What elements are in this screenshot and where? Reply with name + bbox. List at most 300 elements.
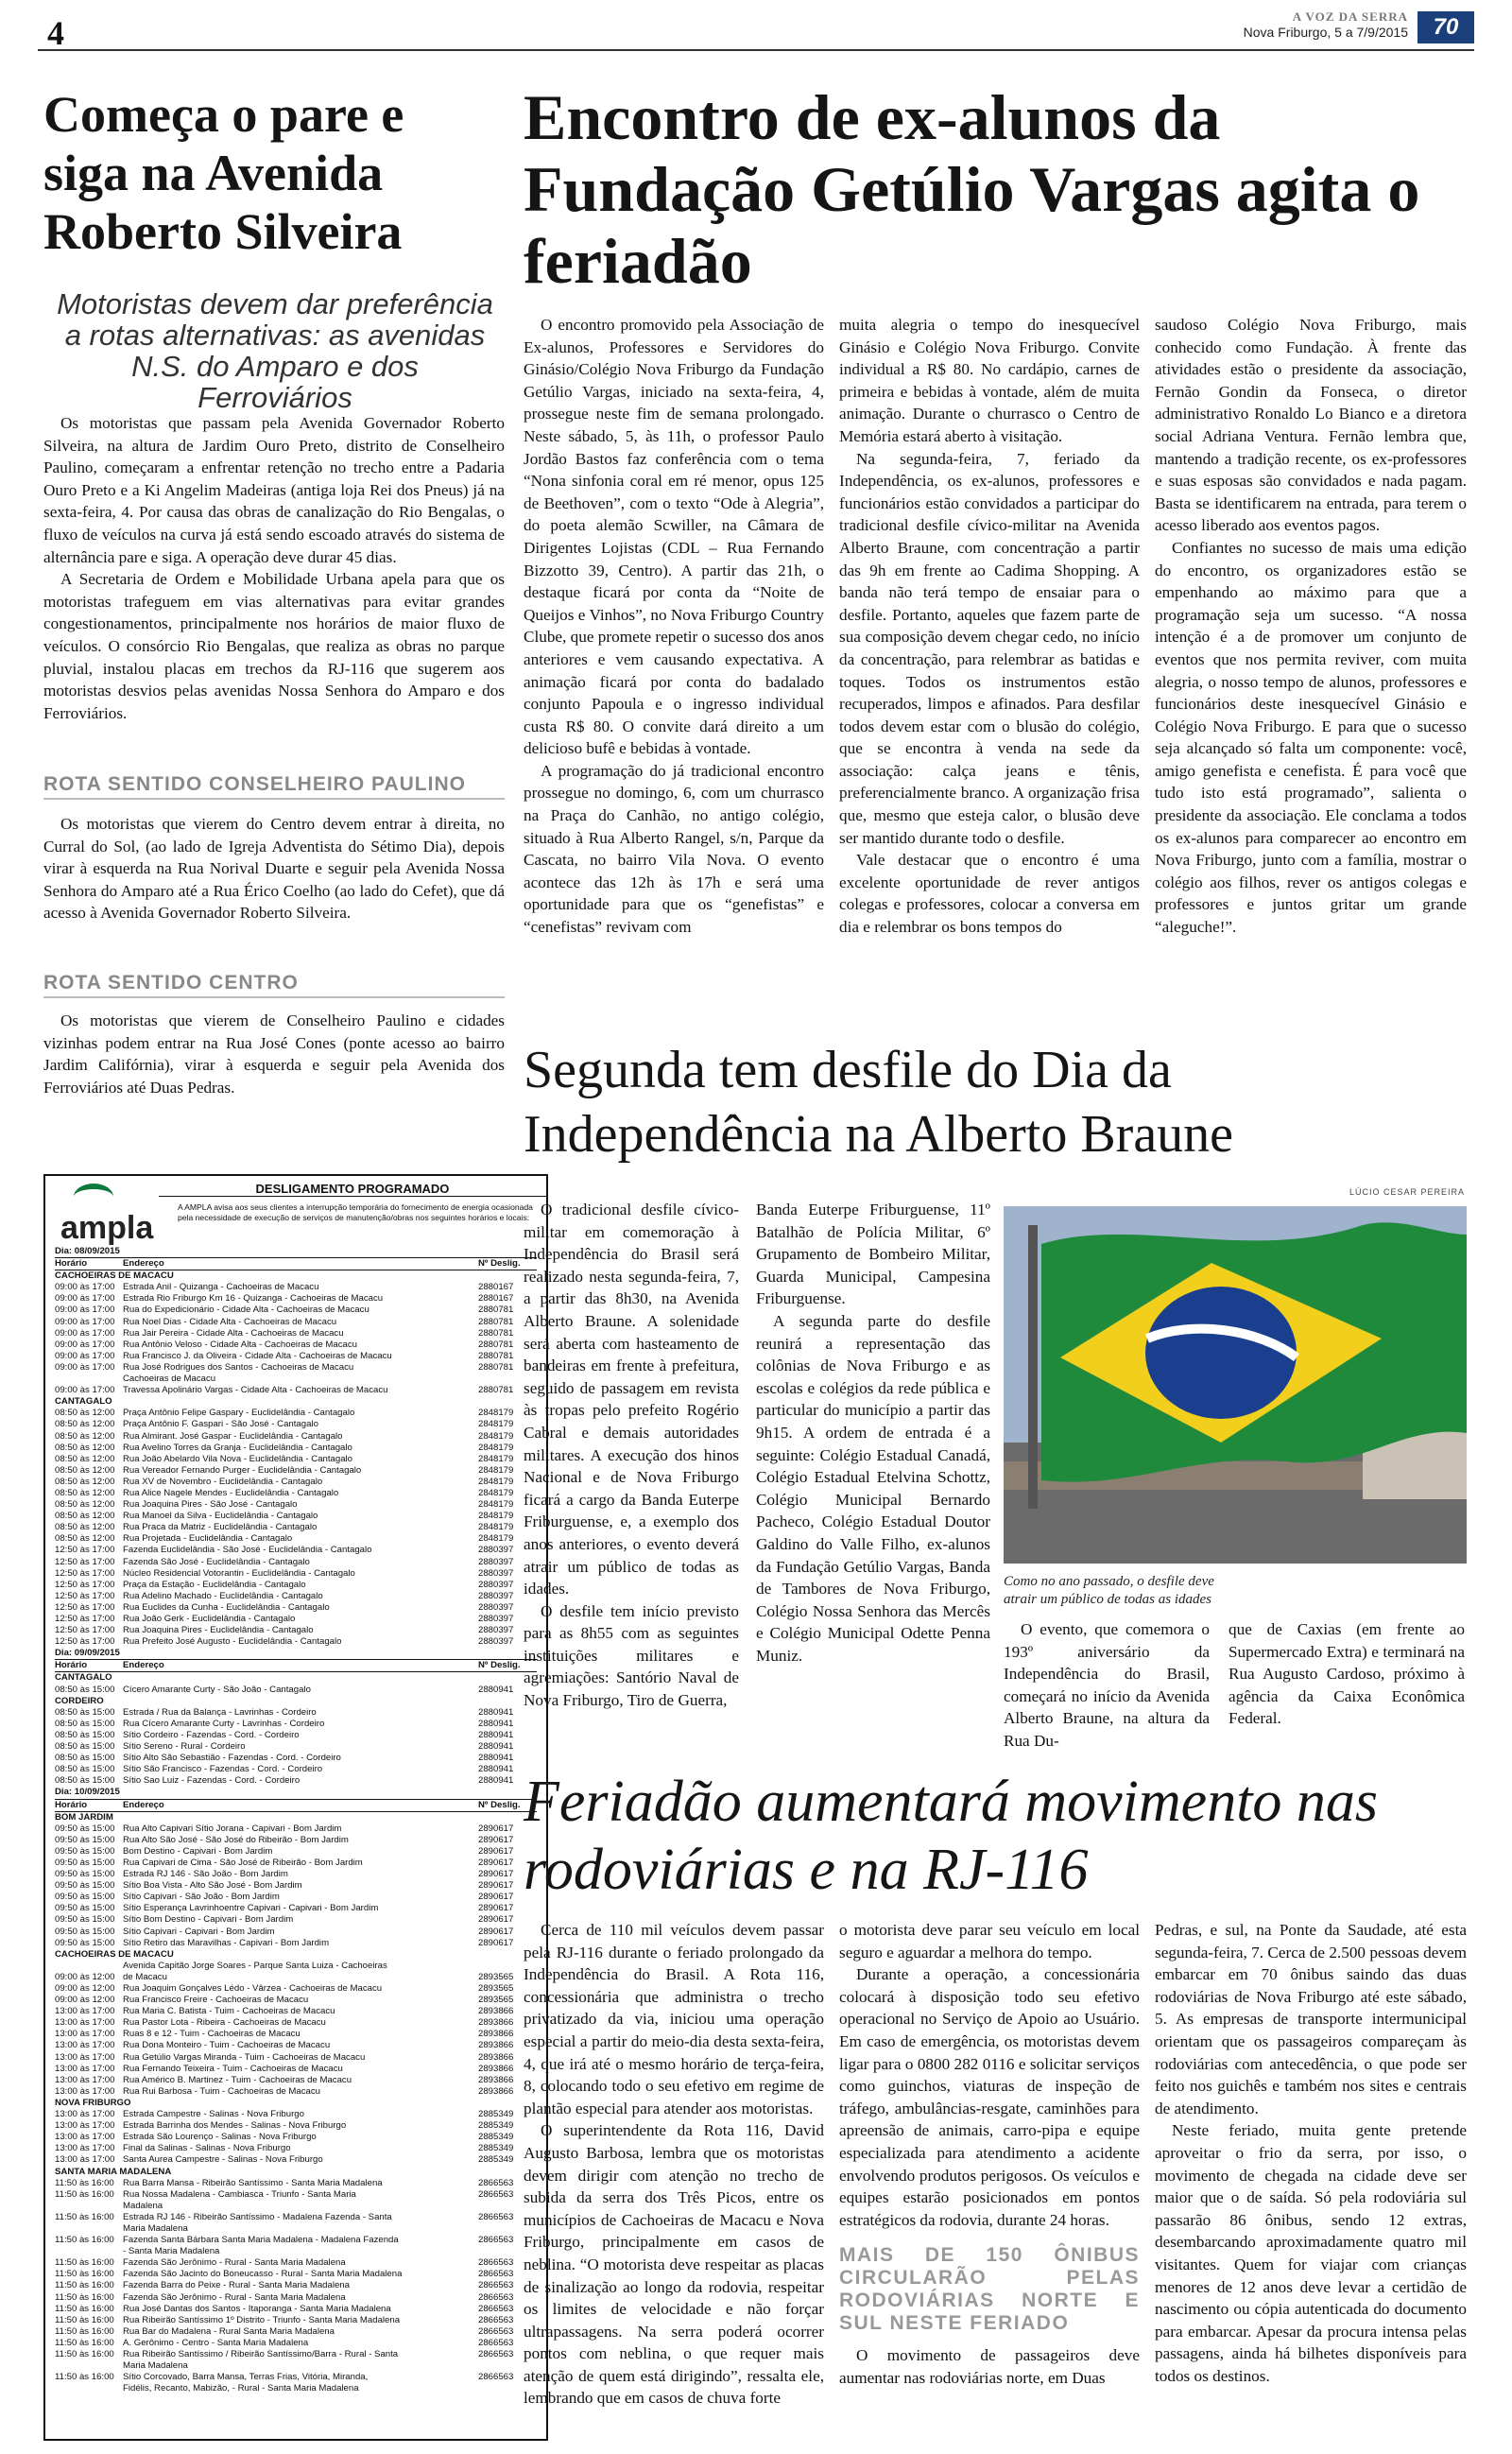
row-time: 09:50 às 15:00	[55, 1903, 115, 1914]
row-address: Rua Joaquina Pires - Euclidelândia - Cantagalo	[123, 1625, 314, 1636]
row-address: Rua Bar do Madalena - Rural Santa Maria Madalena	[123, 2325, 335, 2337]
row-time: 11:50 às 16:00	[55, 2177, 114, 2188]
row-address: Maria Madalena	[123, 2360, 188, 2372]
row-outage-number: 2880781	[478, 1305, 514, 1316]
row-outage-number: 2866563	[478, 2211, 514, 2222]
table-city-header	[55, 1949, 537, 1961]
row-address: Sítio Alto São Sebastião - Fazendas - Cord. - Cordeiro	[123, 1753, 341, 1764]
row-time: 08:50 às 15:00	[55, 1684, 115, 1695]
row-outage-number: 2848179	[478, 1522, 514, 1533]
row-address: Endereço	[123, 1799, 164, 1810]
row-outage-number: 2866563	[478, 2291, 514, 2303]
row-time: 08:50 às 12:00	[55, 1464, 115, 1476]
row-time: 11:50 às 16:00	[55, 2280, 114, 2291]
row-address: Sítio Cordeiro - Fazendas - Cord. - Cordeiro	[123, 1729, 300, 1740]
table-row	[55, 1385, 537, 1396]
row-time: 09:50 às 15:00	[55, 1834, 115, 1845]
article-column	[839, 314, 1140, 939]
row-outage-number: 2866563	[478, 2314, 514, 2325]
row-outage-number: 2893866	[478, 2051, 514, 2063]
row-time: Horário	[55, 1799, 88, 1810]
row-outage-number: 2848179	[478, 1408, 514, 1419]
row-time: 08:50 às 15:00	[55, 1775, 115, 1787]
row-time: 12:50 às 17:00	[55, 1625, 115, 1636]
anniversary-logo: 70	[1418, 11, 1474, 43]
row-outage-number: 2893565	[478, 1983, 514, 1994]
row-outage-number: 2848179	[478, 1499, 514, 1511]
row-outage-number: 2866563	[478, 2257, 514, 2269]
row-time: 08:50 às 15:00	[55, 1741, 115, 1753]
row-time: 09:00 às 17:00	[55, 1316, 115, 1327]
table-row	[55, 1419, 537, 1430]
paragraph: Durante a operação, a concessionária colocará à disposição todo seu efetivo operacional no Serviço de Apoio ao Usuário. Em caso de emergência, os motoristas devem ligar para o 0800 282 0116 e solicitar serviços como guinchos, viaturas de inspeção de tráfego, ambulâncias-resgate, caminhões para apreensão de animais, carro-pipa e equipe especializada para atendimento a acidente envolvendo produtos perigosos. Os veículos e equipes estarão posicionados em pontos estratégicos da rodovia, durante 24 horas.	[839, 1965, 1140, 2229]
row-outage-number: 2880781	[478, 1339, 514, 1350]
table-row	[55, 1835, 537, 1846]
row-time: 09:00 às 17:00	[55, 1385, 115, 1396]
row-address: Endereço	[123, 1660, 164, 1671]
row-time: 09:00 às 12:00	[55, 1983, 115, 1994]
page-number: 4	[47, 14, 64, 52]
row-outage-number: 2885349	[478, 2143, 514, 2154]
row-outage-number: 2890617	[478, 1926, 514, 1937]
table-row	[55, 1568, 537, 1580]
row-outage-number: 2848179	[478, 1511, 514, 1522]
table-row	[55, 1293, 537, 1305]
row-time: 13:00 às 17:00	[55, 2120, 115, 2132]
table-row	[55, 1927, 537, 1938]
row-outage-number: 2893866	[478, 2074, 514, 2085]
photo-credit: LÚCIO CESAR PEREIRA	[1349, 1187, 1465, 1197]
table-row	[55, 1972, 537, 1983]
row-address: Praça Antônio Felipe Gaspary - Euclidelândia - Cantagalo	[123, 1408, 355, 1419]
table-row	[55, 2326, 537, 2338]
row-address: Rua Manoel da Silva - Euclidelândia - Cantagalo	[123, 1511, 318, 1522]
row-outage-number: 2880397	[478, 1614, 514, 1624]
row-outage-number: 2890617	[478, 1869, 514, 1880]
row-address: Sítio Retiro das Maravilhas - Capivari - Bom Jardim	[123, 1937, 330, 1948]
table-row	[55, 2006, 537, 2017]
table-row	[55, 2304, 537, 2315]
row-address: Fazenda Barra do Peixe - Rural - Santa Maria Madalena	[123, 2280, 350, 2291]
row-outage-number: 2893866	[478, 2063, 514, 2074]
row-address: Cachoeiras de Macacu	[123, 1374, 216, 1385]
table-row	[55, 1591, 537, 1602]
header-rule	[38, 49, 1474, 51]
row-outage-number: 2866563	[478, 2325, 514, 2337]
article-column	[1155, 314, 1467, 939]
paragraph: Os motoristas que passam pela Avenida Governador Roberto Silveira, na altura de Jardim Ouro Preto, distrito de Conselheiro Paulino, começaram a enfrentar retenção no trecho entre a Padaria Ouro Preto e a Ki Angelim Madeiras (antiga loja Rei dos Pneus) já na sexta-feira, 4. Por causa das obras de canalização do Rio Bengalas, o fluxo de veículos na curva já está sendo escoado através do sistema de alternância pare e siga. A operação deve durar 45 dias.	[43, 414, 505, 566]
row-address: Sítio São Francisco - Fazendas - Cord. - Cordeiro	[123, 1764, 323, 1775]
row-time: 09:00 às 17:00	[55, 1293, 115, 1305]
row-address: Estrada Campestre - Salinas - Nova Friburgo	[123, 2109, 304, 2120]
table-row	[55, 1685, 537, 1696]
row-outage-number: 2893866	[478, 2085, 514, 2097]
table-city-header	[55, 1270, 537, 1282]
row-address: Estrada Barrinha dos Mendes - Salinas - Nova Friburgo	[123, 2120, 347, 2132]
article-column	[1004, 1618, 1210, 1753]
row-address: Rua Francisco Freire - Cachoeiras de Macacu	[123, 1995, 309, 2006]
table-row	[55, 1477, 537, 1488]
row-outage-number: 2893565	[478, 1971, 514, 1982]
row-outage-number: 2848179	[478, 1453, 514, 1464]
table-row	[55, 2086, 537, 2098]
row-outage-number: 2866563	[478, 2303, 514, 2314]
table-row	[55, 2360, 537, 2372]
row-outage-number: 2848179	[478, 1419, 514, 1430]
row-time: 08:50 às 12:00	[55, 1430, 115, 1442]
table-row	[55, 1580, 537, 1591]
table-row	[55, 2132, 537, 2143]
row-outage-number: 2885349	[478, 2120, 514, 2132]
row-outage-number: 2848179	[478, 1442, 514, 1453]
row-address: BOM JARDIM	[55, 1811, 113, 1823]
row-address: Rua do Expedicionário - Cidade Alta - Cachoeiras de Macacu	[123, 1305, 369, 1316]
row-address: Sítio Capivari - Capivari - Bom Jardim	[123, 1926, 275, 1937]
row-address: Ruas 8 e 12 - Tuim - Cachoeiras de Macacu	[123, 2029, 301, 2040]
row-outage-number: 2880941	[478, 1729, 514, 1740]
row-outage-number: Nº Deslig.	[478, 1799, 521, 1810]
table-row	[55, 1823, 537, 1835]
table-day-header	[55, 1648, 537, 1659]
row-address: Rua José Dantas dos Santos - Itaporanga - Santa Maria Madalena	[123, 2303, 391, 2314]
row-address: Rua Alto São José - São José do Ribeirão - Bom Jardim	[123, 1834, 349, 1845]
row-address: Rua Adelino Machado - Euclidelândia - Cantagalo	[123, 1590, 323, 1601]
row-time: 13:00 às 17:00	[55, 2143, 115, 2154]
row-address: Estrada RJ 146 - Ribeirão Santíssimo - Madalena Fazenda - Santa	[123, 2211, 392, 2222]
row-time: 09:50 às 15:00	[55, 1869, 115, 1880]
table-row	[55, 1880, 537, 1892]
row-outage-number: 2848179	[478, 1430, 514, 1442]
row-address: Rua João Abelardo Vila Nova - Euclidelândia - Cantagalo	[123, 1453, 353, 1464]
table-city-header	[55, 1396, 537, 1408]
paragraph: saudoso Colégio Nova Friburgo, mais conhecido como Fundação. À frente das atividades estão o presidente da associação, Fernão Gondin da Fonseca, o diretor administrativo Ronaldo Lo Bianco e a diretora social Adriana Ventura. Fernão lembra que, mantendo a tradição recente, os ex-professores e suas esposas são convidados e nada pagam. Basta se identificarem na entrada, para terem o acesso liberado aos eventos pagos.	[1155, 316, 1467, 535]
row-address: Bom Destino - Capivari - Bom Jardim	[123, 1845, 273, 1857]
table-row	[55, 2120, 537, 2132]
row-time: 08:50 às 12:00	[55, 1499, 115, 1511]
row-time: 13:00 às 17:00	[55, 2085, 115, 2097]
paragraph: A Secretaria de Ordem e Mobilidade Urbana apela para que os motoristas trafeguem em vias alternativas para evitar grandes congestionamentos, principalmente nos horários de maior fluxo de veículos. O consórcio Rio Bengalas, que realiza as obras no parque pluvial, instalou placas em trechos da RJ-116 que sugerem aos motoristas desvios pelas avenidas Nossa Senhora do Amparo e dos Ferroviários.	[43, 570, 505, 722]
row-time: 13:00 às 17:00	[55, 2029, 115, 2040]
row-outage-number: 2880397	[478, 1601, 514, 1613]
row-address: Travessa Apolinário Vargas - Cidade Alta - Cachoeiras de Macacu	[123, 1385, 388, 1396]
table-row	[55, 2178, 537, 2189]
ampla-outage-ad	[43, 1174, 548, 2441]
row-outage-number: Nº Deslig.	[478, 1660, 521, 1671]
table-row	[55, 2280, 537, 2291]
row-outage-number: 2866563	[478, 2177, 514, 2188]
row-outage-number: 2890617	[478, 1892, 514, 1903]
row-time	[55, 2246, 123, 2257]
row-time: 12:50 às 17:00	[55, 1614, 115, 1624]
row-address: Rua Joaquim Gonçalves Lédo - Vârzea - Cachoeiras de Macacu	[123, 1983, 383, 1994]
row-time: 11:50 às 16:00	[55, 2303, 114, 2314]
row-time: Dia: 09/09/2015	[55, 1648, 120, 1659]
row-outage-number: 2893866	[478, 2029, 514, 2040]
table-column-header	[55, 1659, 537, 1672]
row-time: 11:50 às 16:00	[55, 2349, 114, 2359]
row-outage-number: 2890617	[478, 1845, 514, 1857]
row-address: Rua Pastor Lota - Ribeira - Cachoeiras de Macacu	[123, 2017, 326, 2029]
ampla-logo-icon	[74, 1184, 113, 1210]
row-outage-number: 2890617	[478, 1937, 514, 1948]
table-row	[55, 2383, 537, 2394]
table-row	[55, 2212, 537, 2223]
row-address: Estrada Rio Friburgo Km 16 - Quizanga - Cachoeiras de Macacu	[123, 1293, 384, 1305]
row-address: Madalena	[123, 2200, 163, 2211]
row-address: Rua Maria C. Batista - Tuim - Cachoeiras de Macacu	[123, 2006, 335, 2017]
table-row	[55, 1719, 537, 1730]
row-time: 08:50 às 15:00	[55, 1729, 115, 1740]
row-address: Estrada RJ 146 - São João - Bom Jardim	[123, 1869, 288, 1880]
table-row	[55, 1443, 537, 1454]
row-outage-number: 2893565	[478, 1995, 514, 2006]
table-row	[55, 1557, 537, 1568]
row-outage-number: 2848179	[478, 1533, 514, 1545]
row-time	[55, 2360, 123, 2372]
table-row	[55, 1903, 537, 1914]
row-address: CANTAGALO	[55, 1672, 112, 1684]
row-time: 13:00 às 17:00	[55, 2006, 115, 2017]
row-outage-number: 2866563	[478, 2269, 514, 2280]
table-row	[55, 2143, 537, 2154]
table-row	[55, 2040, 537, 2051]
row-outage-number: 2890617	[478, 1903, 514, 1914]
table-row	[55, 2154, 537, 2166]
row-time: 12:50 às 17:00	[55, 1545, 115, 1556]
table-row	[55, 1961, 537, 1972]
paragraph: O encontro promovido pela Associação de Ex-alunos, Professores e Servidores do Ginásio/Colégio Nova Friburgo da Fundação Getúlio Vargas, iniciado na sexta-feira, 4, prossegue neste fim de semana prolongado. Neste sábado, 5, às 11h, o professor Paulo Jordão Bastos faz conferência com o tema “Nona sinfonia coral em ré menor, opus 125 de Beethoven”, com o texto “Ode à Alegria”, do poeta alemão Scwiller, na Câmara de Dirigentes Lojistas (CDL – Rua Fernando Bizzotto 39, Centro). A partir das 21h, o destaque ficará por conta da “Noite de Queijos e Vinhos”, no Nova Friburgo Country Clube, que promete repetir o sucesso dos anos anteriores e vem causando expectativa. A animação ficará por conta do badalado conjunto Papoula e o ingresso individual custa R$ 80. O convite dará direito a um delicioso bufê e bebidas à vontade.	[524, 316, 824, 758]
row-address: Rua Antônio Veloso - Cidade Alta - Cachoeiras de Macacu	[123, 1339, 357, 1350]
row-time: 13:00 às 17:00	[55, 2040, 115, 2051]
ad-notice: A AMPLA avisa aos seus clientes a interrupção temporária do fornecimento de energia ocasionada pela necessidade de execução de serviços de manutenção/obras nos seguintes horários e locais:	[178, 1202, 533, 1222]
row-address: Fazenda São Jerônimo - Rural - Santa Maria Madalena	[123, 2291, 346, 2303]
table-row	[55, 2269, 537, 2280]
row-address: Praça Antônio F. Gaspari - São José - Cantagalo	[123, 1419, 318, 1430]
row-outage-number: 2880941	[478, 1741, 514, 1753]
row-address: Rua Ribeirão Santíssimo / Ribeirão Santíssimo/Barra - Rural - Santa	[123, 2349, 399, 2359]
row-address: Sítio Sereno - Rural - Cordeiro	[123, 1741, 246, 1753]
row-time: 13:00 às 17:00	[55, 2154, 115, 2166]
table-row	[55, 1533, 537, 1545]
row-time: 09:00 às 12:00	[55, 1971, 115, 1982]
row-time: 13:00 às 17:00	[55, 2017, 115, 2029]
paragraph: A programação do já tradicional encontro prossegue no domingo, 6, com um churrasco na Praça do Canhão, no antigo colégio, situado à Rua Alberto Rangel, s/n, Parque da Cascata, no bairro Vila Nova. O evento acontece das 12h às 17h e será uma oportunidade para que os “genefistas” e “cenefistas” revivam com	[524, 761, 824, 937]
table-row	[55, 1753, 537, 1764]
article-subtitle-pare-e-siga: Motoristas devem dar preferência a rotas alternativas: as avenidas N.S. do Amparo e dos Ferroviários	[57, 287, 493, 414]
row-address: Rua Praca da Matriz - Euclidelândia - Cantagalo	[123, 1522, 318, 1533]
row-address: Maria Madalena	[123, 2222, 188, 2234]
table-row	[55, 2064, 537, 2075]
table-row	[55, 2029, 537, 2040]
row-outage-number: 2893866	[478, 2006, 514, 2017]
table-row	[55, 1707, 537, 1719]
row-outage-number: 2880397	[478, 1556, 514, 1567]
article-column	[756, 1199, 990, 1667]
table-row	[55, 1317, 537, 1328]
row-time: 09:00 às 17:00	[55, 1350, 115, 1361]
row-time	[55, 1961, 123, 1972]
row-address: Final da Salinas - Salinas - Nova Friburgo	[123, 2143, 291, 2154]
photo-caption: Como no ano passado, o desfile deve atrair um público de todas as idades	[1004, 1574, 1214, 1607]
row-time: 12:50 às 17:00	[55, 1579, 115, 1590]
table-row	[55, 1636, 537, 1648]
row-outage-number: 2885349	[478, 2132, 514, 2143]
flag-photo	[1004, 1206, 1467, 1564]
table-column-header	[55, 1799, 537, 1812]
row-time: 11:50 às 16:00	[55, 2372, 114, 2383]
table-row	[55, 1983, 537, 1995]
row-address: Rua Capivari de Cima - São José de Ribeirão - Bom Jardim	[123, 1857, 363, 1868]
row-outage-number: 2880397	[478, 1625, 514, 1636]
row-address: Avenida Capitão Jorge Soares - Parque Santa Luiza - Cachoeiras	[123, 1960, 387, 1971]
row-time: 11:50 às 16:00	[55, 2211, 114, 2222]
row-time: 11:50 às 16:00	[55, 2314, 114, 2325]
row-time: 13:00 às 17:00	[55, 2063, 115, 2074]
row-address: Praça da Estação - Euclidelândia - Cantagalo	[123, 1579, 306, 1590]
row-time: 09:50 às 15:00	[55, 1823, 115, 1834]
table-row	[55, 2372, 537, 2383]
table-city-header	[55, 1812, 537, 1823]
table-row	[55, 2223, 537, 2235]
row-time: 09:50 às 15:00	[55, 1857, 115, 1868]
row-address: Rua Américo B. Martinez - Tuim - Cachoeiras de Macacu	[123, 2074, 352, 2085]
row-address: Sítio Esperança Lavrinhoentre Capivari - Capivari - Bom Jardim	[123, 1903, 379, 1914]
table-row	[55, 2201, 537, 2212]
row-time: 11:50 às 16:00	[55, 2291, 114, 2303]
paragraph: Os motoristas que vierem do Centro devem entrar à direita, no Curral do Sol, (ao lado de Igreja Adventista do Sétimo Dia), depois virar à esquerda na Rua Norival Duarte e seguir pela Avenida Nossa Senhora do Amparo até a Rua Érico Coelho (ao lado do Cefet), que dá acesso à Avenida Governador Roberto Silveira.	[43, 815, 505, 923]
article-body	[43, 412, 505, 724]
row-outage-number: 2880781	[478, 1316, 514, 1327]
row-outage-number: 2880941	[478, 1764, 514, 1775]
row-outage-number: 2893866	[478, 2040, 514, 2051]
article-title-desfile: Segunda tem desfile do Dia da Independência na Alberto Braune	[524, 1041, 1234, 1164]
table-row	[55, 1522, 537, 1533]
row-time: 08:50 às 15:00	[55, 1764, 115, 1775]
row-address: Rua Euclides da Cunha - Euclidelândia - Cantagalo	[123, 1601, 330, 1613]
row-time: Horário	[55, 1660, 88, 1671]
row-address: Fidélis, Recanto, Mabizão, - Rural - Santa Maria Madalena	[123, 2383, 359, 2394]
paragraph: Banda Euterpe Friburguense, 11º Batalhão de Polícia Militar, 6º Grupamento de Bombeiro Militar, Guarda Municipal, Campesina Friburguense.	[756, 1201, 990, 1308]
row-address: Sítio Sao Luiz - Fazendas - Cord. - Cordeiro	[123, 1775, 301, 1787]
row-outage-number: 2890617	[478, 1823, 514, 1834]
table-row	[55, 1764, 537, 1775]
row-time: 09:50 às 15:00	[55, 1926, 115, 1937]
table-city-header	[55, 2098, 537, 2109]
row-address: Rua Alto Capivari Sítio Jorana - Capivari - Bom Jardim	[123, 1823, 342, 1834]
paragraph: Pedras, e sul, na Ponte da Saudade, até esta segunda-feira, 7. Cerca de 2.500 pessoas devem embarcar em 70 ônibus saindo das duas rodoviárias de Nova Friburgo até este sábado, 5. As empresas de transporte intermunicipal orientam que os passageiros compareçam às rodoviárias com antecedência, o que pode ser feito nos guichês e também nos sites e centrais de atendimento.	[1155, 1921, 1467, 2117]
row-outage-number: 2880941	[478, 1775, 514, 1787]
table-row	[55, 2052, 537, 2064]
row-address: Cícero Amarante Curty - São João - Cantagalo	[123, 1684, 311, 1695]
paragraph: O evento, que comemora o 193º aniversário da Independência do Brasil, começará no início da Avenida Alberto Braune, na altura da Rua Du-	[1004, 1620, 1210, 1750]
row-outage-number: 2890617	[478, 1880, 514, 1892]
table-row	[55, 1730, 537, 1741]
row-address: - Santa Maria Madalena	[123, 2246, 220, 2257]
row-address: Rua José Rodrigues dos Santos - Cachoeiras de Macacu	[123, 1361, 354, 1373]
paragraph: O tradicional desfile cívico-militar em comemoração à Independência do Brasil será realizado nesta segunda-feira, 7, a partir das 8h30, na Avenida Alberto Braune. A solenidade será aberta com hasteamento de bandeiras em frente à prefeitura, seguido de passagem em revista às tropas pelo prefeito Rogério Cabral e demais autoridades militares. A execução dos hinos Nacional e de Nova Friburgo ficará a cargo da Banda Euterpe Friburguense, e, a exemplo dos anos anteriores, o evento deverá atrair um público de todas as idades.	[524, 1201, 739, 1599]
article-body	[43, 1010, 505, 1098]
row-address: Fazenda São José - Euclidelândia - Cantagalo	[123, 1556, 310, 1567]
section-heading: ROTA SENTIDO CONSELHEIRO PAULINO	[43, 773, 505, 800]
table-row	[55, 1858, 537, 1869]
table-row	[55, 1488, 537, 1499]
table-row	[55, 1431, 537, 1443]
table-row	[55, 2246, 537, 2257]
table-row	[55, 1914, 537, 1926]
row-address: Rua Vereador Fernando Purger - Euclidelândia - Cantagalo	[123, 1464, 362, 1476]
row-outage-number: 2880781	[478, 1350, 514, 1361]
article-column	[524, 314, 824, 939]
row-outage-number: 2866563	[478, 2337, 514, 2348]
row-time: 08:50 às 12:00	[55, 1419, 115, 1430]
row-outage-number: 2885349	[478, 2154, 514, 2166]
outage-table	[55, 1246, 537, 2394]
row-time: 08:50 às 15:00	[55, 1706, 115, 1718]
row-time: 11:50 às 16:00	[55, 2235, 114, 2246]
row-time: Horário	[55, 1258, 88, 1270]
paragraph: o motorista deve parar seu veículo em local seguro e aguardar a melhora do tempo.	[839, 1921, 1140, 1961]
row-address: Rua Francisco J. da Oliveira - Cidade Alta - Cachoeiras de Macacu	[123, 1350, 392, 1361]
paragraph: O movimento de passageiros deve aumentar nas rodoviárias norte, em Duas	[839, 2346, 1140, 2387]
row-address: Rua XV de Novembro - Euclidelândia - Cantagalo	[123, 1476, 323, 1487]
row-time: 11:50 às 16:00	[55, 2188, 114, 2200]
row-address: Fazenda Santa Bárbara Santa Maria Madalena - Madalena Fazenda	[123, 2235, 399, 2246]
table-row	[55, 1351, 537, 1362]
row-outage-number: 2880397	[478, 1636, 514, 1648]
row-outage-number: 2848179	[478, 1464, 514, 1476]
row-outage-number: 2880167	[478, 1282, 514, 1293]
row-time: 08:50 às 15:00	[55, 1718, 115, 1729]
row-time: 13:00 às 17:00	[55, 2109, 115, 2120]
row-time: 09:50 às 15:00	[55, 1914, 115, 1926]
row-time: 11:50 às 16:00	[55, 2337, 114, 2348]
subsection-heading: MAIS DE 150 ÔNIBUS CIRCULARÃO PELAS RODOVIÁRIAS NORTE E SUL NESTE FERIADO	[839, 2244, 1140, 2335]
paragraph: muita alegria o tempo do inesquecível Ginásio e Colégio Nova Friburgo. Convite individual a R$ 80. No cardápio, carnes de primeira e bebidas à vontade, além de muita animação. Durante o churrasco o Centro de Memória estará aberto à visitação.	[839, 316, 1140, 445]
row-outage-number: 2885349	[478, 2109, 514, 2120]
row-address: Rua Prefeito José Augusto - Euclidelândia - Cantagalo	[123, 1636, 342, 1648]
row-outage-number: 2880781	[478, 1385, 514, 1396]
article-column	[524, 1199, 739, 1712]
row-outage-number: 2880397	[478, 1590, 514, 1601]
row-outage-number: 2880941	[478, 1684, 514, 1695]
row-outage-number: 2866563	[478, 2280, 514, 2291]
table-row	[55, 2235, 537, 2246]
paragraph: O desfile tem início previsto para as 8h55 com as seguintes instituições militares e agremiações: Santório Naval de Nova Friburgo, Tiro de Guerra,	[524, 1601, 739, 1710]
row-outage-number: 2866563	[478, 2349, 514, 2359]
edition-date: Nova Friburgo, 5 a 7/9/2015	[1243, 25, 1408, 40]
row-time: Dia: 10/09/2015	[55, 1787, 120, 1798]
table-row	[55, 1614, 537, 1625]
row-time: 12:50 às 17:00	[55, 1590, 115, 1601]
table-row	[55, 1938, 537, 1949]
row-address: Rua Noel Dias - Cidade Alta - Cachoeiras de Macacu	[123, 1316, 337, 1327]
row-outage-number: 2880167	[478, 1293, 514, 1305]
row-outage-number: 2880941	[478, 1753, 514, 1764]
ad-title: DESLIGAMENTO PROGRAMADO	[159, 1182, 546, 1197]
table-row	[55, 1511, 537, 1522]
row-time: 12:50 às 17:00	[55, 1601, 115, 1613]
paragraph: que de Caxias (em frente ao Supermercado Extra) e terminará na Rua Augusto Cardoso, próximo à agência da Caixa Econômica Federal.	[1228, 1620, 1465, 1728]
row-time	[55, 2383, 123, 2394]
row-time: 09:00 às 17:00	[55, 1282, 115, 1293]
article-title-feriadao: Feriadão aumentará movimento nas rodoviárias e na RJ-116	[524, 1770, 1379, 1902]
row-time: 08:50 às 12:00	[55, 1408, 115, 1419]
row-address: CORDEIRO	[55, 1695, 104, 1706]
row-address: Rua João Gerk - Euclidelândia - Cantagalo	[123, 1614, 296, 1624]
row-address: Rua Rui Barbosa - Tuim - Cachoeiras de Macacu	[123, 2085, 321, 2097]
row-time: 12:50 às 17:00	[55, 1556, 115, 1567]
table-row	[55, 1328, 537, 1339]
